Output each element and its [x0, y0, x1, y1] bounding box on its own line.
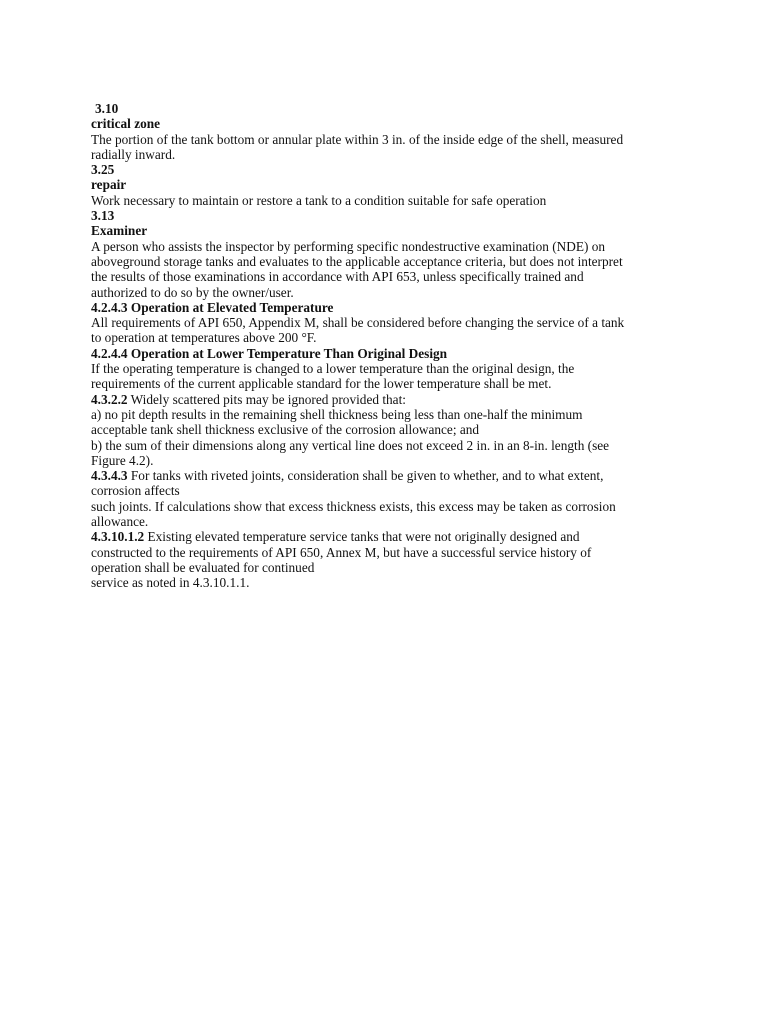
text-run: b) the sum of their dimensions along any vertical line does not exceed 2 in. in an 8-in. length (see — [91, 437, 610, 453]
bold-run: 4.2.4.3 Operation at Elevated Temperature — [91, 299, 334, 315]
text-run: Work necessary to maintain or restore a tank to a condition suitable for safe operation — [91, 192, 547, 208]
text-run: constructed to the requirements of API 650, Annex M, but have a successful service history of — [91, 544, 592, 560]
text-run: operation shall be evaluated for continued — [91, 559, 315, 575]
text-run: the results of those examinations in accordance with API 653, unless specifically trained and — [91, 269, 584, 285]
text-run: such joints. If calculations show that excess thickness exists, this excess may be taken as corrosion — [91, 498, 616, 514]
text-line — [91, 545, 671, 560]
text-line — [91, 223, 671, 238]
text-line — [91, 177, 671, 192]
bold-run: 4.3.10.1.2 — [91, 529, 145, 545]
text-run: to operation at temperatures above 200 °F. — [91, 330, 317, 346]
text-line — [91, 239, 671, 254]
text-run: Existing elevated temperature service tanks that were not originally designed and — [144, 529, 580, 545]
bold-run: repair — [91, 177, 127, 193]
bold-run: 4.2.4.4 Operation at Lower Temperature Than Original Design — [91, 345, 448, 361]
text-line — [91, 162, 671, 177]
text-line — [91, 208, 671, 223]
text-line — [91, 361, 671, 376]
text-run: Widely scattered pits may be ignored provided that: — [127, 391, 406, 407]
text-line — [91, 575, 671, 590]
bold-run: Examiner — [91, 223, 148, 239]
text-line — [91, 193, 671, 208]
text-line — [91, 346, 671, 361]
text-run: acceptable tank shell thickness exclusive of the corrosion allowance; and — [91, 422, 480, 438]
text-run: Figure 4.2). — [91, 452, 154, 468]
text-line — [91, 560, 671, 575]
text-line — [91, 269, 671, 284]
text-run: authorized to do so by the owner/user. — [91, 284, 294, 300]
bold-run: 3.10 — [95, 101, 119, 116]
text-run: allowance. — [91, 514, 149, 530]
bold-run: 4.3.2.2 — [91, 391, 128, 407]
bold-run: 4.3.4.3 — [91, 468, 128, 484]
text-line — [91, 376, 671, 391]
text-line — [91, 438, 671, 453]
bold-run: 3.25 — [91, 162, 115, 178]
text-line — [91, 422, 671, 437]
document-page — [91, 101, 671, 591]
text-run: The portion of the tank bottom or annular plate within 3 in. of the inside edge of the shell, measured — [91, 131, 624, 147]
bold-run: critical zone — [91, 116, 161, 132]
text-line — [91, 392, 671, 407]
text-line — [91, 483, 671, 498]
text-run: corrosion affects — [91, 483, 180, 499]
text-run: service as noted in 4.3.10.1.1. — [91, 575, 250, 591]
text-line — [91, 132, 671, 147]
text-line — [91, 529, 671, 544]
text-run: For tanks with riveted joints, consideration shall be given to whether, and to what extent, — [127, 468, 604, 484]
text-line — [91, 147, 671, 162]
text-line — [91, 499, 671, 514]
text-line — [91, 101, 671, 116]
text-line — [91, 453, 671, 468]
text-line — [91, 254, 671, 269]
text-line — [91, 285, 671, 300]
text-run: If the operating temperature is changed to a lower temperature than the original design, the — [91, 361, 575, 377]
text-run: a) no pit depth results in the remaining shell thickness being less than one-half the minimum — [91, 406, 583, 422]
text-line — [91, 330, 671, 345]
text-line — [91, 407, 671, 422]
text-line — [91, 116, 671, 131]
text-run: radially inward. — [91, 146, 176, 162]
text-line — [91, 468, 671, 483]
text-line — [91, 514, 671, 529]
text-line — [91, 315, 671, 330]
text-run: A person who assists the inspector by performing specific nondestructive examination (NDE) on — [91, 238, 606, 254]
text-run: All requirements of API 650, Appendix M, shall be considered before changing the service of a tank — [91, 315, 625, 331]
text-line — [91, 300, 671, 315]
text-run: requirements of the current applicable standard for the lower temperature shall be met. — [91, 376, 552, 392]
bold-run: 3.13 — [91, 208, 115, 224]
text-run: aboveground storage tanks and evaluates to the applicable acceptance criteria, but does not interpret — [91, 253, 623, 269]
